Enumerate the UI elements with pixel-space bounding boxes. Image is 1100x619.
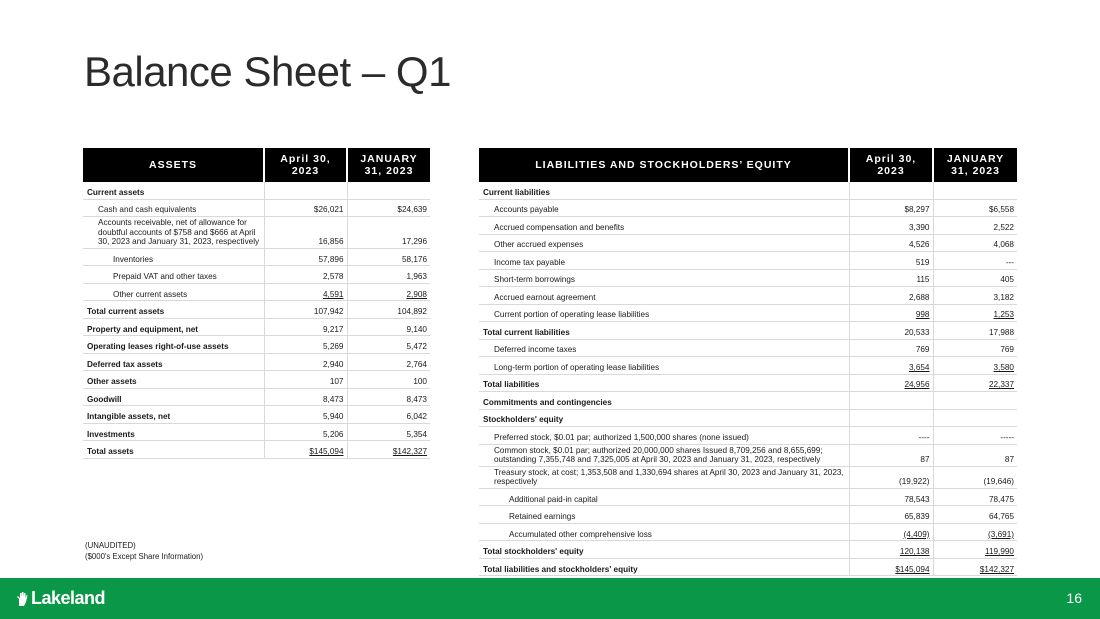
value-text: 5,472 (406, 342, 427, 352)
row-label: Additional paid-in capital (479, 488, 849, 506)
value-apr (264, 353, 347, 371)
value-text: 17,296 (401, 237, 427, 247)
value-apr (849, 409, 933, 427)
value-apr (849, 252, 933, 270)
value-apr (849, 541, 933, 559)
value-text: 6,042 (406, 412, 427, 422)
value-jan (933, 409, 1017, 427)
value-text: (3,691) (988, 529, 1014, 539)
row-label: Common stock, $0.01 par; authorized 20,000,000 shares Issued 8,709,256 and 8,655,699; outstanding 7,355,748 and 7,325,005 at April 30, 2023 and January 31, 2023, respectively (479, 444, 849, 466)
table-row (83, 199, 430, 217)
row-label: Accounts receivable, net of allowance for doubtful accounts of $758 and $666 at April 30, 2023 and January 31, 2023, respectively (83, 217, 264, 249)
table-row (83, 406, 430, 424)
value-apr (264, 371, 347, 389)
value-apr (849, 357, 933, 375)
value-text: 87 (1004, 455, 1014, 465)
row-label: Short-term borrowings (479, 269, 849, 287)
value-text: 1,963 (406, 272, 427, 282)
value-text: $142,327 (392, 447, 427, 457)
liabilities-col-apr: April 30, 2023 (849, 148, 933, 182)
value-jan (933, 252, 1017, 270)
value-apr (849, 444, 933, 466)
page-number: 16 (1066, 590, 1082, 606)
table-row (479, 427, 1017, 445)
hand-logo-icon (16, 591, 28, 607)
table-row (479, 466, 1017, 488)
table-row (479, 357, 1017, 375)
value-text: 405 (1000, 275, 1014, 285)
value-jan (347, 441, 430, 459)
value-jan (933, 322, 1017, 340)
value-apr (264, 301, 347, 319)
value-text: 9,140 (406, 324, 427, 334)
value-text: 100 (413, 377, 427, 387)
value-apr (849, 199, 933, 217)
table-row (83, 423, 430, 441)
value-text: 107 (329, 377, 344, 387)
table-row (479, 409, 1017, 427)
company-logo (16, 588, 105, 609)
value-apr (849, 488, 933, 506)
row-label: Retained earnings (479, 506, 849, 524)
table-row (479, 339, 1017, 357)
row-label: Total current assets (83, 301, 264, 319)
value-text: 3,580 (993, 362, 1014, 372)
value-apr (849, 339, 933, 357)
value-apr (849, 506, 933, 524)
value-text: 20,533 (904, 327, 930, 337)
table-row (479, 199, 1017, 217)
value-text: (4,409) (903, 529, 930, 539)
value-text: 87 (920, 455, 930, 465)
assets-col-apr: April 30, 2023 (264, 148, 347, 182)
value-jan (933, 392, 1017, 410)
table-row (83, 182, 430, 199)
value-apr (849, 523, 933, 541)
row-label: Property and equipment, net (83, 318, 264, 336)
value-jan (933, 234, 1017, 252)
value-text: 769 (1000, 345, 1014, 355)
value-text: 22,337 (988, 380, 1014, 390)
value-text: 5,206 (323, 429, 344, 439)
value-apr (849, 287, 933, 305)
row-label: Investments (83, 423, 264, 441)
table-row (83, 441, 430, 459)
value-apr (264, 199, 347, 217)
value-jan (933, 182, 1017, 199)
row-label: Total liabilities and stockholders' equity (479, 558, 849, 576)
value-text: 769 (915, 345, 930, 355)
row-label: Preferred stock, $0.01 par; authorized 1,500,000 shares (none issued) (479, 427, 849, 445)
value-text: 5,354 (406, 429, 427, 439)
value-jan (933, 541, 1017, 559)
value-text: 16,856 (318, 237, 344, 247)
page-title: Balance Sheet – Q1 (84, 48, 451, 95)
table-row (479, 444, 1017, 466)
value-jan (347, 301, 430, 319)
table-row (83, 336, 430, 354)
value-jan (347, 248, 430, 266)
row-label: Other accrued expenses (479, 234, 849, 252)
value-apr (849, 374, 933, 392)
value-text: 104,892 (397, 307, 427, 317)
value-apr (849, 322, 933, 340)
value-jan (347, 353, 430, 371)
value-apr (264, 318, 347, 336)
row-label: Other current assets (83, 283, 264, 301)
value-jan (347, 423, 430, 441)
value-text: 115 (916, 275, 930, 285)
value-jan (933, 466, 1017, 488)
row-label: Total current liabilities (479, 322, 849, 340)
liabilities-header: LIABILITIES AND STOCKHOLDERS’ EQUITY (479, 148, 849, 182)
value-text: 107,942 (313, 307, 344, 317)
value-jan (347, 336, 430, 354)
table-row (479, 374, 1017, 392)
value-text: 78,543 (904, 494, 930, 504)
value-text: ----- (1000, 432, 1014, 442)
value-apr (849, 558, 933, 576)
footer-bar (0, 578, 1100, 619)
table-row (479, 234, 1017, 252)
value-text: 58,176 (401, 254, 427, 264)
value-text: $145,094 (309, 447, 344, 457)
table-row (83, 248, 430, 266)
table-row (479, 558, 1017, 576)
table-row (83, 388, 430, 406)
value-text: 5,269 (323, 342, 344, 352)
value-text: 8,473 (406, 394, 427, 404)
value-jan (933, 357, 1017, 375)
table-row (479, 392, 1017, 410)
value-jan (347, 217, 430, 249)
value-jan (933, 558, 1017, 576)
value-jan (933, 427, 1017, 445)
value-text: 2,908 (406, 289, 427, 299)
value-apr (264, 406, 347, 424)
row-label: Current liabilities (479, 182, 849, 199)
value-text: 4,068 (993, 240, 1014, 250)
value-text: 3,182 (993, 292, 1014, 302)
table-row (83, 283, 430, 301)
table-row (479, 488, 1017, 506)
value-text: 998 (915, 310, 930, 320)
value-jan (933, 287, 1017, 305)
value-text: $8,297 (904, 205, 930, 215)
table-row (479, 523, 1017, 541)
value-apr (264, 336, 347, 354)
row-label: Treasury stock, at cost; 1,353,508 and 1,330,694 shares at April 30, 2023 and January 31, 2023, respectively (479, 466, 849, 488)
row-label: Commitments and contingencies (479, 392, 849, 410)
value-jan (347, 266, 430, 284)
value-jan (933, 269, 1017, 287)
value-jan (933, 488, 1017, 506)
value-text: 5,940 (323, 412, 344, 422)
unaudited-note: (UNAUDITED) (85, 541, 136, 550)
value-text: 17,988 (988, 327, 1014, 337)
value-text: 65,839 (904, 512, 930, 522)
row-label: Accrued compensation and benefits (479, 217, 849, 235)
value-jan (933, 217, 1017, 235)
table-row (479, 304, 1017, 322)
value-apr (849, 234, 933, 252)
value-text: 78,475 (988, 494, 1014, 504)
value-text: $6,558 (988, 205, 1014, 215)
row-label: Inventories (83, 248, 264, 266)
table-row (479, 182, 1017, 199)
row-label: Total liabilities (479, 374, 849, 392)
table-row (479, 541, 1017, 559)
table-row (83, 301, 430, 319)
value-apr (849, 427, 933, 445)
value-text: 64,765 (988, 512, 1014, 522)
value-apr (264, 441, 347, 459)
row-label: Operating leases right-of-use assets (83, 336, 264, 354)
value-jan (347, 406, 430, 424)
value-jan (933, 523, 1017, 541)
liabilities-table (479, 148, 1017, 576)
row-label: Other assets (83, 371, 264, 389)
value-text: 2,764 (406, 359, 427, 369)
value-text: (19,922) (899, 477, 930, 487)
row-label: Total assets (83, 441, 264, 459)
row-label: Total stockholders' equity (479, 541, 849, 559)
value-text: 2,578 (323, 272, 344, 282)
value-jan (933, 304, 1017, 322)
table-row (479, 506, 1017, 524)
value-text: 24,956 (904, 380, 930, 390)
value-text: ---- (918, 432, 930, 442)
value-jan (347, 388, 430, 406)
value-text: 9,217 (323, 324, 344, 334)
units-note: ($000's Except Share Information) (85, 552, 204, 561)
row-label: Long-term portion of operating lease liabilities (479, 357, 849, 375)
row-label: Prepaid VAT and other taxes (83, 266, 264, 284)
value-jan (347, 371, 430, 389)
row-label: Stockholders' equity (479, 409, 849, 427)
value-text: $26,021 (313, 205, 344, 215)
table-row (479, 287, 1017, 305)
value-text: 1,253 (993, 310, 1014, 320)
value-jan (933, 199, 1017, 217)
value-text: 119,990 (985, 547, 1014, 557)
value-jan (933, 374, 1017, 392)
table-row (479, 322, 1017, 340)
table-row (83, 217, 430, 249)
row-label: Current portion of operating lease liabilities (479, 304, 849, 322)
value-apr (849, 182, 933, 199)
table-row (479, 252, 1017, 270)
assets-header: ASSETS (83, 148, 264, 182)
table-row (83, 353, 430, 371)
value-apr (849, 392, 933, 410)
value-jan (933, 506, 1017, 524)
table-row (83, 371, 430, 389)
value-text: 4,591 (323, 289, 344, 299)
row-label: Cash and cash equivalents (83, 199, 264, 217)
value-text: 519 (915, 257, 930, 267)
value-text: 3,390 (909, 222, 930, 232)
table-row (83, 318, 430, 336)
value-jan (347, 283, 430, 301)
table-row (479, 217, 1017, 235)
liabilities-col-jan: JANUARY 31, 2023 (933, 148, 1017, 182)
row-label: Accumulated other comprehensive loss (479, 523, 849, 541)
table-row (479, 269, 1017, 287)
value-text: --- (1005, 257, 1014, 267)
assets-table (83, 148, 430, 459)
value-jan (933, 444, 1017, 466)
value-text: 120,138 (899, 547, 930, 557)
assets-col-jan: JANUARY 31, 2023 (347, 148, 430, 182)
value-jan (347, 199, 430, 217)
value-apr (849, 304, 933, 322)
value-apr (264, 283, 347, 301)
value-text: 2,940 (323, 359, 344, 369)
value-jan (347, 182, 430, 199)
row-label: Income tax payable (479, 252, 849, 270)
value-apr (264, 266, 347, 284)
value-text: 4,526 (909, 240, 930, 250)
value-text: 3,654 (909, 362, 930, 372)
row-label: Current assets (83, 182, 264, 199)
value-apr (849, 269, 933, 287)
value-text: 57,896 (318, 254, 344, 264)
row-label: Goodwill (83, 388, 264, 406)
value-apr (264, 423, 347, 441)
table-row (83, 266, 430, 284)
value-jan (347, 318, 430, 336)
value-text: 2,688 (909, 292, 930, 302)
row-label: Accrued earnout agreement (479, 287, 849, 305)
value-apr (264, 388, 347, 406)
row-label: Intangible assets, net (83, 406, 264, 424)
row-label: Deferred income taxes (479, 339, 849, 357)
brand-name: Lakeland (31, 588, 106, 608)
row-label: Accounts payable (479, 199, 849, 217)
value-jan (933, 339, 1017, 357)
value-text: 8,473 (323, 394, 344, 404)
value-text: $142,327 (979, 564, 1014, 574)
value-text: $145,094 (895, 564, 930, 574)
value-apr (849, 217, 933, 235)
value-text: $24,639 (397, 205, 427, 215)
value-apr (849, 466, 933, 488)
value-text: 2,522 (993, 222, 1014, 232)
value-text: (19,646) (983, 477, 1014, 487)
row-label: Deferred tax assets (83, 353, 264, 371)
value-apr (264, 248, 347, 266)
value-apr (264, 182, 347, 199)
value-apr (264, 217, 347, 249)
